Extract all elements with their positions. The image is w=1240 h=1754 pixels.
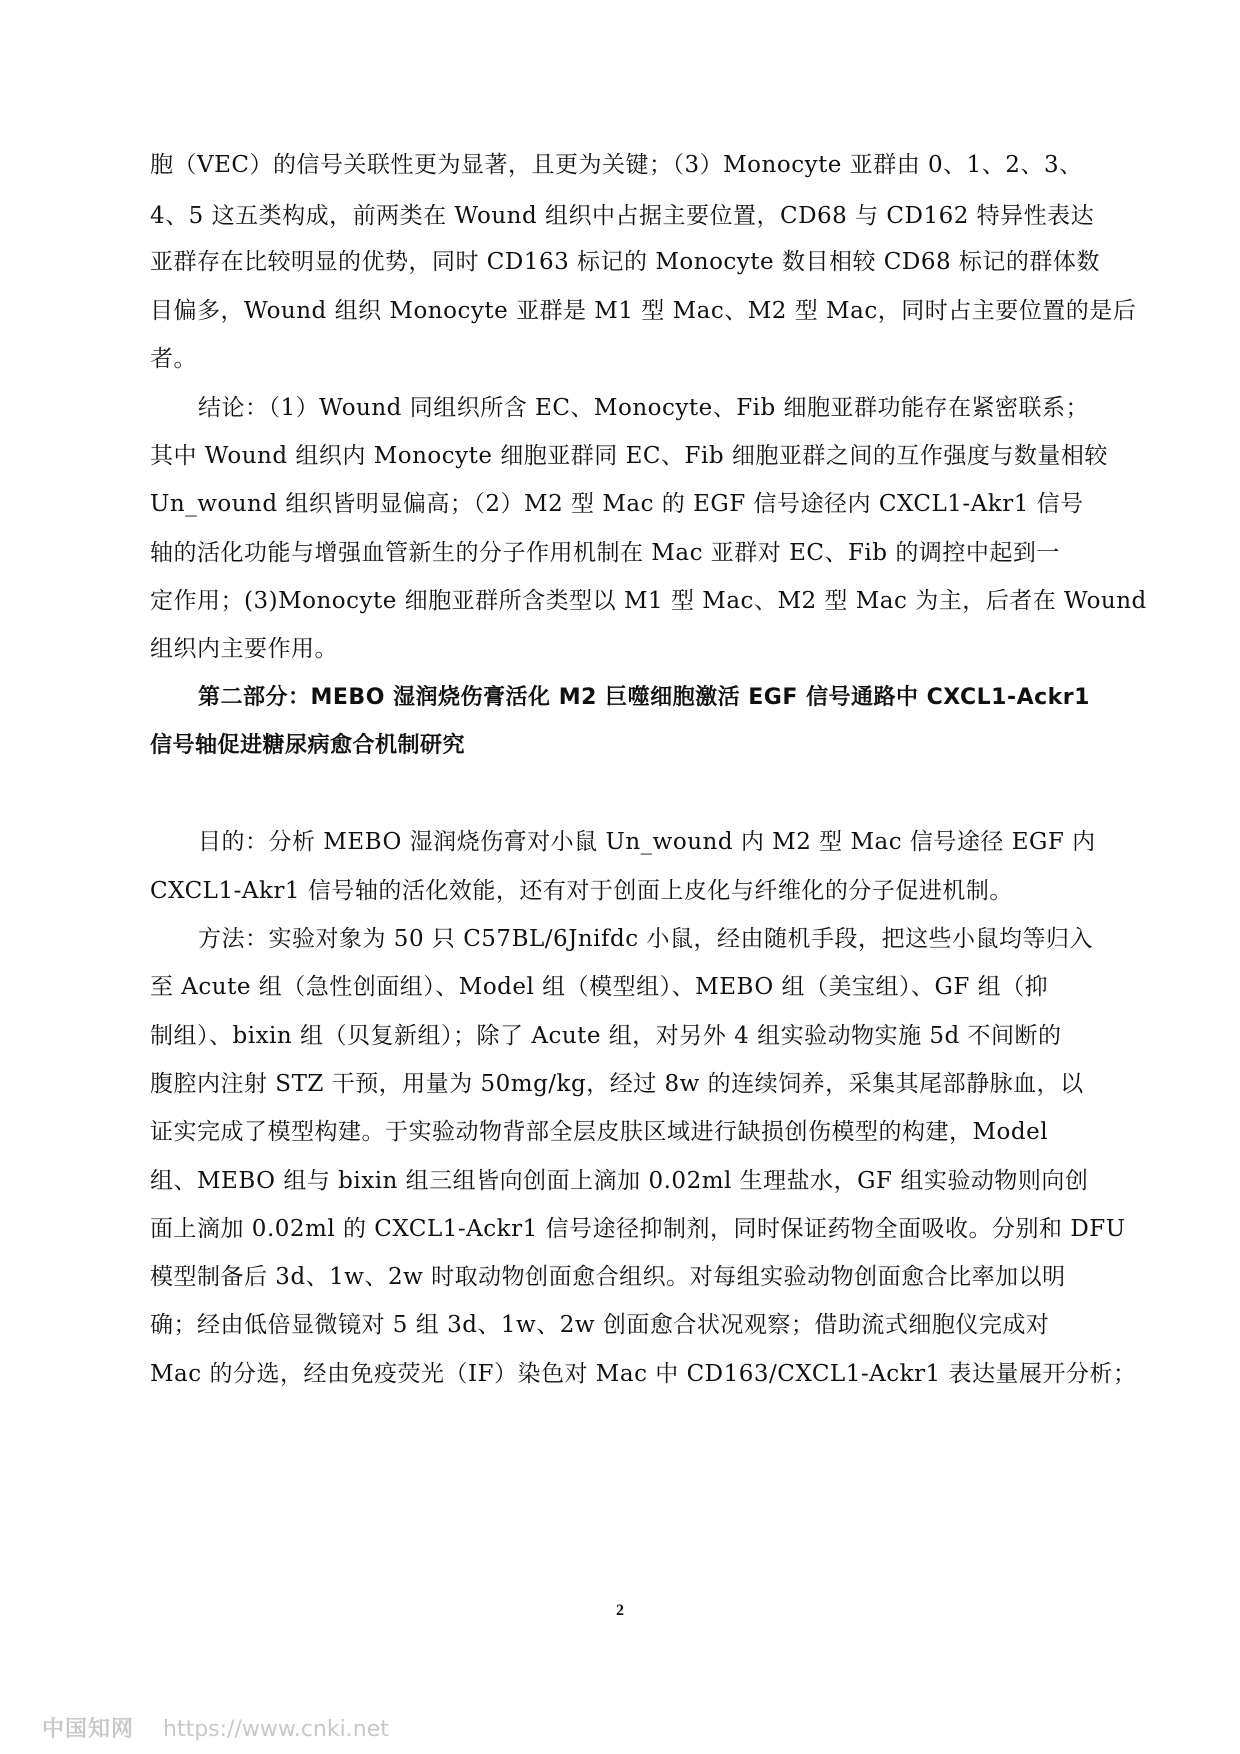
body-line: 轴的活化功能与增强血管新生的分子作用机制在 Mac 亚群对 EC、Fib 的调控中起到一 <box>150 540 1060 566</box>
body-line: 证实完成了模型构建。于实验动物背部全层皮肤区域进行缺损创伤模型的构建，Model <box>150 1119 1049 1145</box>
conclusion-line: 结论：（1）Wound 同组织所含 EC、Monocyte、Fib 细胞亚群功能存在紧密联系； <box>198 395 1090 421</box>
method-line: 方法：实验对象为 50 只 C57BL/6Jnifdc 小鼠，经由随机手段，把这些小鼠均等归入 <box>198 926 1093 952</box>
body-line: 至 Acute 组（急性创面组）、Model 组（模型组）、MEBO 组（美宝组）、GF 组（抑 <box>150 974 1049 1000</box>
body-line: CXCL1-Akr1 信号轴的活化效能，还有对于创面上皮化与纤维化的分子促进机制。 <box>150 878 1013 904</box>
body-line: 亚群存在比较明显的优势，同时 CD163 标记的 Monocyte 数目相较 CD68 标记的群体数 <box>150 249 1100 275</box>
purpose-line: 目的：分析 MEBO 湿润烧伤膏对小鼠 Un_wound 内 M2 型 Mac 信号途径 EGF 内 <box>198 829 1096 855</box>
body-line: Mac 的分选，经由免疫荧光（IF）染色对 Mac 中 CD163/CXCL1-Ackr1 表达量展开分析； <box>150 1361 1137 1387</box>
body-line: Un_wound 组织皆明显偏高；（2）M2 型 Mac 的 EGF 信号途径内 CXCL1-Akr1 信号 <box>150 491 1084 517</box>
body-line: 面上滴加 0.02ml 的 CXCL1-Ackr1 信号途径抑制剂，同时保证药物全面吸收。分别和 DFU <box>150 1216 1126 1242</box>
body-line: 制组）、bixin 组（贝复新组）；除了 Acute 组，对另外 4 组实验动物实施 5d 不间断的 <box>150 1023 1062 1049</box>
body-line: 组、MEBO 组与 bixin 组三组皆向创面上滴加 0.02ml 生理盐水，GF 组实验动物则向创 <box>150 1168 1089 1194</box>
body-line: 其中 Wound 组织内 Monocyte 细胞亚群同 EC、Fib 细胞亚群之间的互作强度与数量相较 <box>150 443 1108 469</box>
body-line: 者。 <box>150 346 197 372</box>
watermark-url: https://www.cnki.net <box>163 1717 389 1742</box>
page-number: 2 <box>616 1602 624 1619</box>
body-line: 定作用；(3)Monocyte 细胞亚群所含类型以 M1 型 Mac、M2 型 Mac 为主，后者在 Wound <box>150 588 1147 614</box>
body-line: 腹腔内注射 STZ 干预，用量为 50mg/kg，经过 8w 的连续饲养，采集其尾部静脉血，以 <box>150 1071 1084 1097</box>
body-line: 确；经由低倍显微镜对 5 组 3d、1w、2w 创面愈合状况观察；借助流式细胞仪完成对 <box>150 1312 1050 1338</box>
body-line: 胞（VEC）的信号关联性更为显著，且更为关键；（3）Monocyte 亚群由 0、1、2、3、 <box>150 152 1083 178</box>
body-line: 组织内主要作用。 <box>150 636 338 662</box>
body-line: 目偏多，Wound 组织 Monocyte 亚群是 M1 型 Mac、M2 型 Mac，同时占主要位置的是后 <box>150 298 1137 324</box>
body-line: 模型制备后 3d、1w、2w 时取动物创面愈合组织。对每组实验动物创面愈合比率加以明 <box>150 1264 1066 1290</box>
watermark-logo: 中国知网 <box>42 1717 135 1742</box>
body-line: 4、5 这五类构成，前两类在 Wound 组织中占据主要位置，CD68 与 CD162 特异性表达 <box>150 203 1095 229</box>
cnki-watermark <box>42 1712 389 1743</box>
section-heading-cont: 信号轴促进糖尿病愈合机制研究 <box>150 733 466 758</box>
section-heading: 第二部分：MEBO 湿润烧伤膏活化 M2 巨噬细胞激活 EGF 信号通路中 CXCL1-Ackr1 <box>198 685 1090 710</box>
